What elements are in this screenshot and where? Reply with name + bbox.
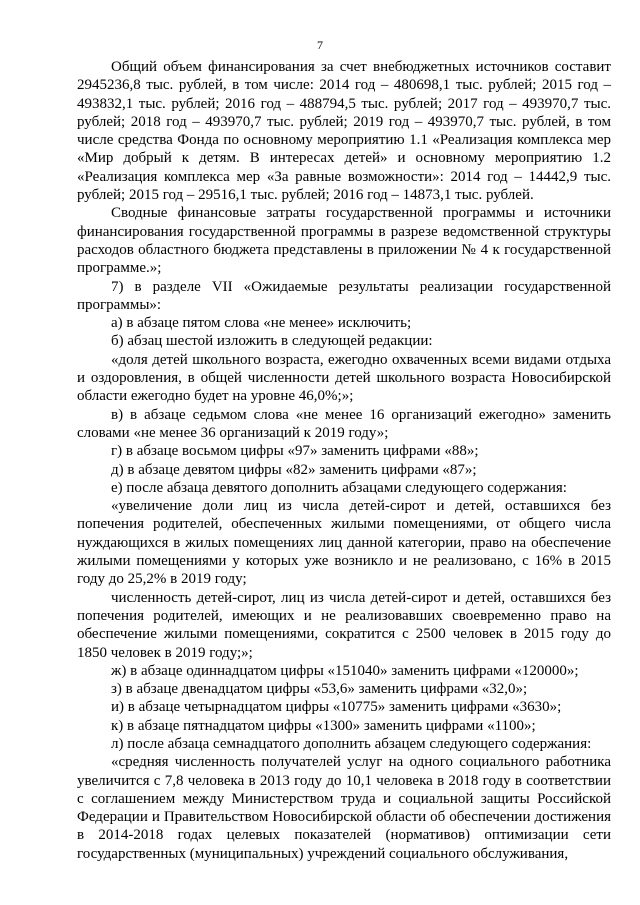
paragraph-quote-share-children: «доля детей школьного возраста, ежегодно охваченных всеми видами отдыха и оздоровления, в общей численности детей школьного возраста Новосибирской области ежегодно будет на уровне 46,0%;»; [77,351,611,405]
paragraph-item-e: е) после абзаца девятого дополнить абзацами следующего содержания: [111,479,567,496]
paragraph-item-v: в) в абзаце седьмом слова «не менее 16 организаций ежегодно» заменить словами «не менее 36 организаций к 2019 году»; [77,406,611,441]
paragraph-orphans-count: численность детей-сирот, лиц из числа детей-сирот и детей, оставшихся без попечения родителей, имеющих и не реализовавших своевременно право на обеспечение жилыми помещениями, сократится с 2500 человек в 2015 году до 1850 человек в 2019 году;»; [77,589,611,661]
paragraph-item-g: г) в абзаце восьмом цифры «97» заменить цифрами «88»; [111,443,479,460]
paragraph-financing-total: Общий объем финансирования за счет внебюджетных источников составит 2945236,8 тыс. рублей, в том числе: 2014 год – 480698,1 тыс. рублей; 2015 год – 493832,1 тыс. рублей; 2016 год – 488794,5 тыс. рублей; 2017 год – 493970,7 тыс. рублей; 2018 год – 493970,7 тыс. рублей; 2019 год – 493970,7 тыс. рублей, в том числе средства Фонда по основному мероприятию 1.1 «Реализация комплекса мер «Мир добрый к детям. В интересах детей» и основному мероприятию 1.2 «Реализация комплекса мер «За равные возможности»: 2014 год – 14442,9 тыс. рублей; 2015 год – 29516,1 тыс. рублей; 2016 год – 14873,1 тыс. рублей. [77,59,611,204]
page-number: 7 [317,38,323,52]
paragraph-item-zh: ж) в абзаце одиннадцатом цифры «151040» заменить цифрами «120000»; [111,662,579,679]
paragraph-section-vii: 7) в разделе VII «Ожидаемые результаты реализации государственной программы»: [77,278,611,313]
paragraph-item-a: а) в абзаце пятом слова «не менее» исключить; [111,315,412,332]
paragraph-item-z: з) в абзаце двенадцатом цифры «53,6» заменить цифрами «32,0»; [111,681,528,698]
paragraph-item-k: к) в абзаце пятнадцатом цифры «1300» заменить цифрами «1100»; [111,717,536,734]
paragraph-quote-orphans-housing: «увеличение доли лиц из числа детей-сирот и детей, оставшихся без попечения родителей, обеспеченных жилыми помещениями, от общего числа нуждающихся в жилых помещениях лиц данной категории, право на обеспечение жилыми помещениями у которых уже возникло и не реализовано, с 16% в 2015 году до 25,2% в 2019 году; [77,498,611,588]
paragraph-item-b: б) абзац шестой изложить в следующей редакции: [111,333,433,350]
document-body [77,58,611,863]
paragraph-item-l: л) после абзаца семнадцатого дополнить абзацем следующего содержания: [111,735,592,752]
paragraph-item-i: и) в абзаце четырнадцатом цифры «10775» заменить цифрами «3630»; [111,699,562,716]
paragraph-summary-costs: Сводные финансовые затраты государственной программы и источники финансирования государственной программы в разрезе ведомственной структуры расходов областного бюджета представлены в приложении № 4 к государственной программе.»; [77,205,611,277]
paragraph-item-d: д) в абзаце девятом цифры «82» заменить цифрами «87»; [111,461,477,478]
paragraph-quote-social-workers: «средняя численность получателей услуг на одного социального работника увеличится с 7,8 человека в 2013 году до 10,1 человека в 2018 году в соответствии с соглашением между Министерством труда и социальной защиты Российской Федерации и Правительством Новосибирской области об обеспечении достижения в 2014-2018 годах целевых показателей (нормативов) оптимизации сети государственных (муниципальных) учреждений социального обслуживания, [77,754,611,862]
